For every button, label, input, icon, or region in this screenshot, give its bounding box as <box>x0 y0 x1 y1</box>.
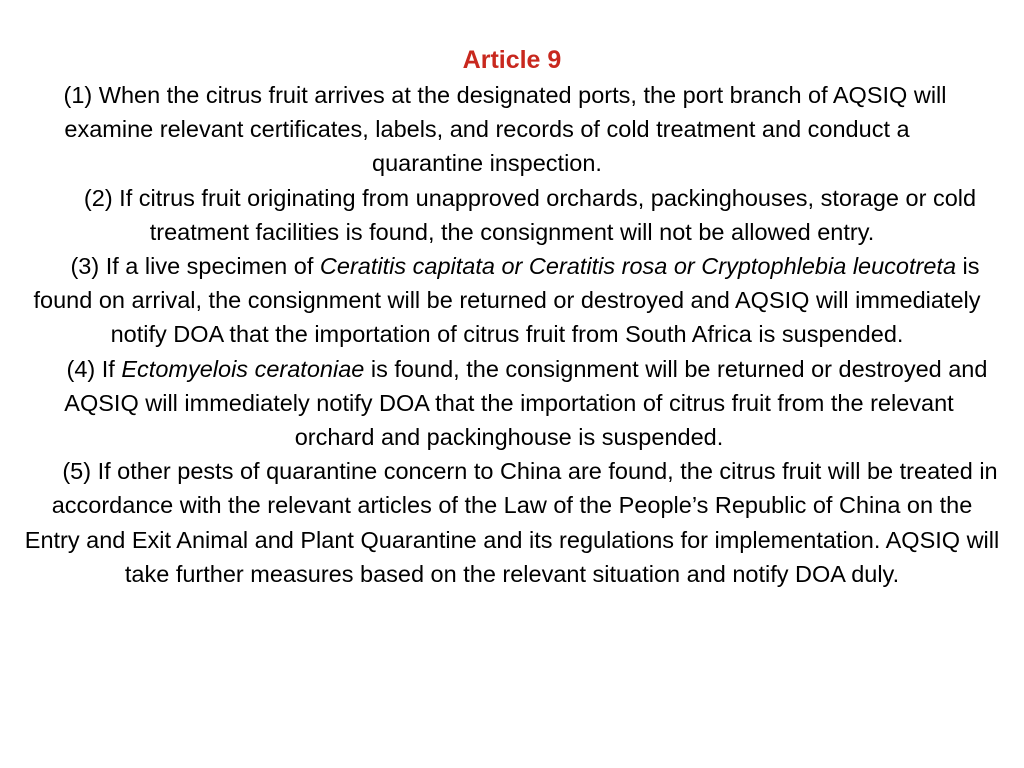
paragraph-3 <box>22 249 1002 352</box>
species-name: Ectomyelois ceratoniae <box>121 355 365 382</box>
paragraph-3-rest: is found on arrival, the consignment will be returned or destroyed and AQSIQ will immediately notify DOA that the importation of citrus fruit from South Africa is suspended. <box>33 253 981 348</box>
article-title: Article 9 <box>462 46 562 74</box>
paragraph-4-rest: is found, the consignment will be returned or destroyed and AQSIQ will immediately notify DOA that the importation of citrus fruit from the relevant orchard and packinghouse is suspended. <box>64 355 988 451</box>
paragraph-4 <box>22 352 1002 455</box>
paragraph-3-lead: (3) If a live specimen of <box>70 253 320 280</box>
paragraph-4-lead: (4) If <box>66 355 122 382</box>
paragraph-2: (2) If citrus fruit originating from unapproved orchards, packinghouses, storage or cold treatment facilities is found, the consignment will not be allowed entry. <box>83 184 977 245</box>
species-names: Ceratitis capitata or Ceratitis rosa or Cryptophlebia leucotreta <box>319 253 957 280</box>
article-content <box>22 42 1002 591</box>
paragraph-1: (1) When the citrus fruit arrives at the designated ports, the port branch of AQSIQ will examine relevant certificates, labels, and records of cold treatment and conduct a quarantine inspection. <box>63 82 947 177</box>
paragraph-5: (5) If other pests of quarantine concern to China are found, the citrus fruit will be treated in accordance with the relevant articles of the Law of the People’s Republic of China on the Entry and Exit Animal and Plant Quarantine and its regulations for implementation. AQSIQ will take further measures based on the relevant situation and notify DOA duly. <box>24 458 1000 587</box>
